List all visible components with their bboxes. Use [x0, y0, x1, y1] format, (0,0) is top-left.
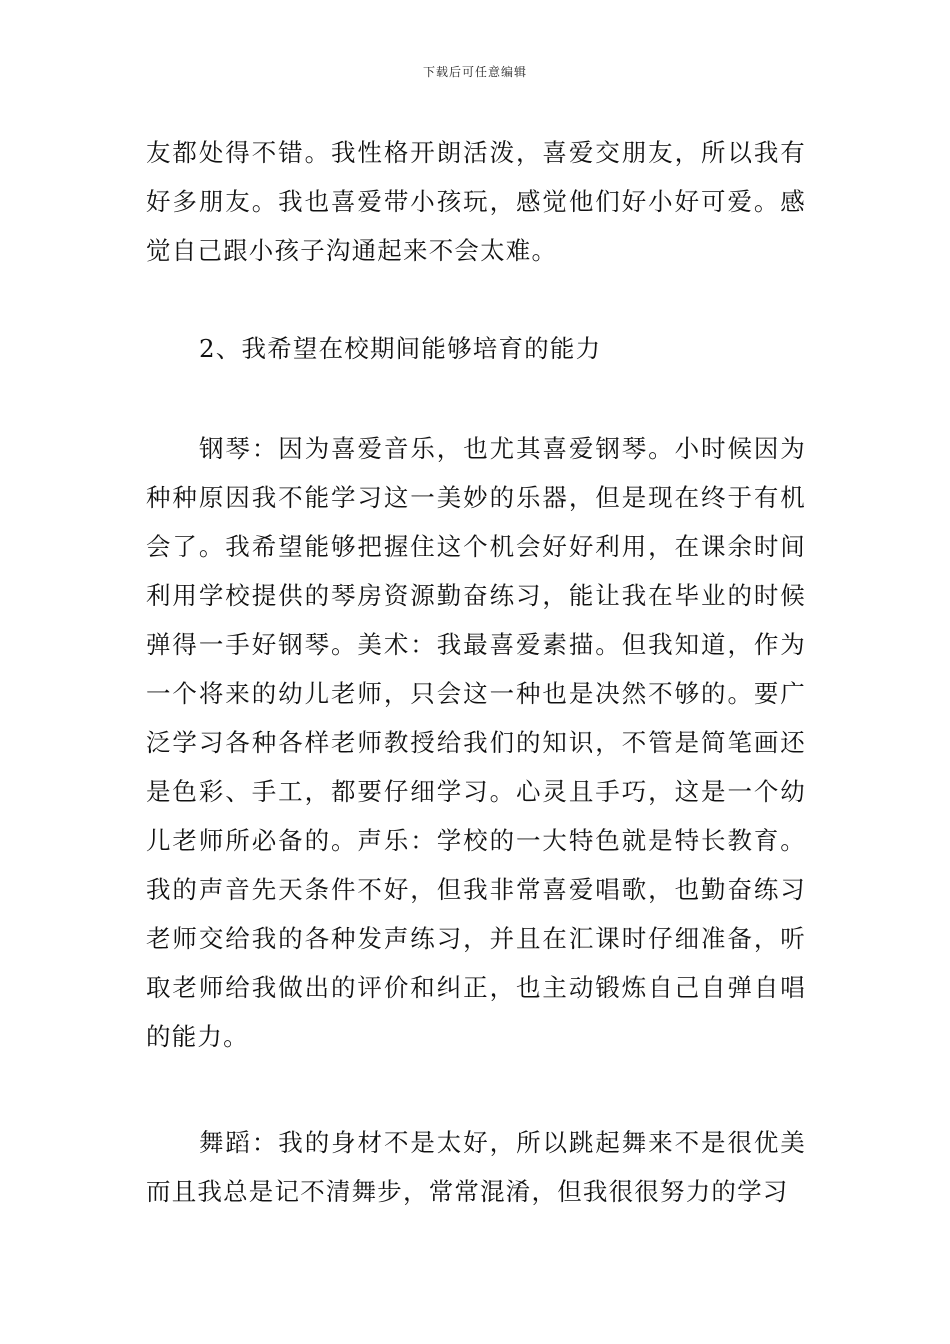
section-heading: 2、我希望在校期间能够培育的能力	[199, 334, 602, 363]
paragraph-dance: 舞蹈：我的身材不是太好，所以跳起舞来不是很优美而且我总是记不清舞步，常常混淆，但我很很努力的学习	[146, 1128, 806, 1206]
paragraph-continuation: 友都处得不错。我性格开朗活泼，喜爱交朋友，所以我有好多朋友。我也喜爱带小孩玩，感觉他们好小好可爱。感觉自己跟小孩子沟通起来不会太难。	[146, 138, 806, 265]
page-header-note: 下载后可任意编辑	[422, 65, 527, 79]
paragraph-skills: 钢琴：因为喜爱音乐，也尤其喜爱钢琴。小时候因为种种原因我不能学习这一美妙的乐器，但是现在终于有机会了。我希望能够把握住这个机会好好利用，在课余时间利用学校提供的琴房资源勤奋练习，能让我在毕业的时候弹得一手好钢琴。美术：我最喜爱素描。但我知道，作为一个将来的幼儿老师，只会这一种也是决然不够的。要广泛学习各种各样老师教授给我们的知识，不管是简笔画还是色彩、手工，都要仔细学习。心灵且手巧，这是一个幼儿老师所必备的。声乐：学校的一大特色就是特长教育。我的声音先天条件不好，但我非常喜爱唱歌，也勤奋练习老师交给我的各种发声练习，并且在汇课时仔细准备，听取老师给我做出的评价和纠正，也主动锻炼自己自弹自唱的能力。	[146, 434, 806, 1051]
